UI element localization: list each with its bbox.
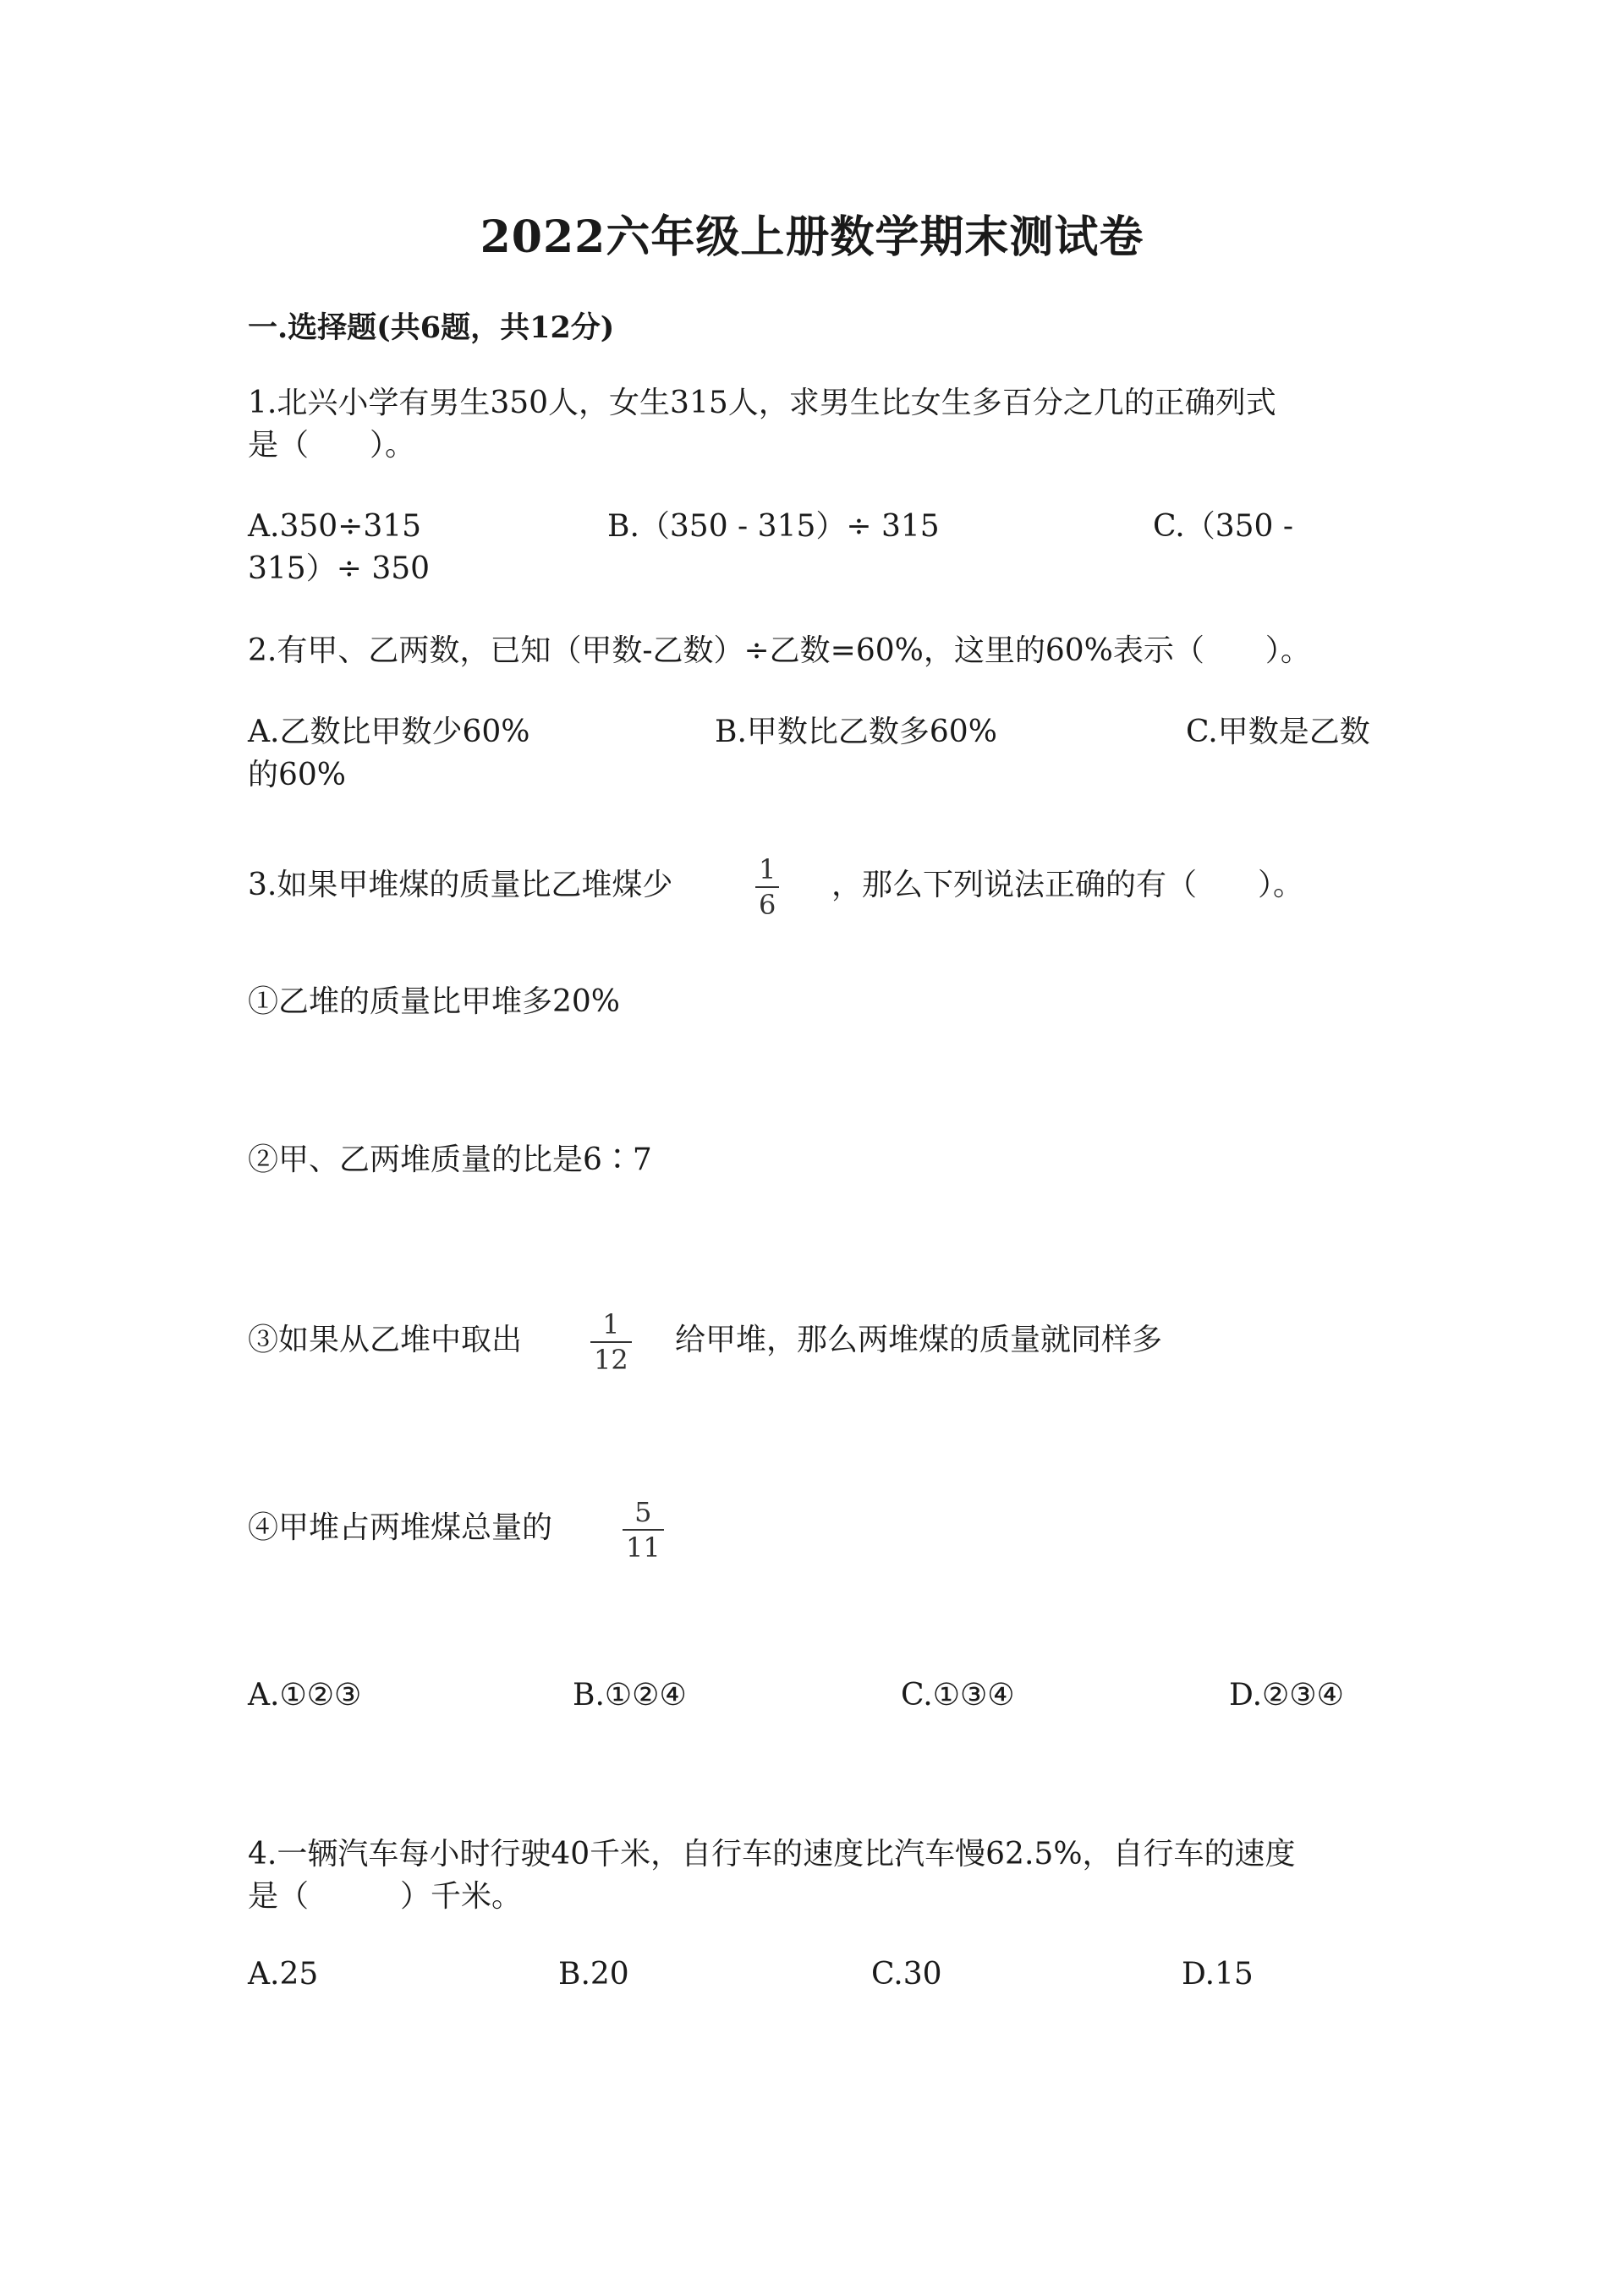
q4-option-d: D.15 <box>1182 1957 1254 1992</box>
q3-stem-suffix: ，那么下列说法正确的有（ ）。 <box>831 868 1304 902</box>
q4-option-a: A.25 <box>248 1957 319 1992</box>
fraction-denominator: 12 <box>594 1344 628 1376</box>
q2-stem: 2.有甲、乙两数，已知（甲数-乙数）÷乙数=60%，这里的60%表示（ ）。 <box>248 633 1311 668</box>
fraction-bar <box>755 886 779 888</box>
q3-statement-1: ①乙堆的质量比甲堆多20% <box>248 984 621 1019</box>
q3-statement-3-prefix: ③如果从乙堆中取出 <box>248 1323 523 1357</box>
q3-statement-4-fraction <box>623 1497 664 1563</box>
q4-option-c: C.30 <box>871 1957 942 1992</box>
q3-fraction <box>755 854 779 920</box>
q3-option-a: A.①②③ <box>248 1678 362 1712</box>
q2-option-a: A.乙数比甲数少60% <box>248 715 530 749</box>
page-title: 2022六年级上册数学期末测试卷 <box>480 211 1144 263</box>
q1-option-a: A.350÷315 <box>248 509 422 544</box>
q2-option-c-cont: 的60% <box>248 758 347 792</box>
fraction-bar <box>590 1341 632 1343</box>
q2-option-b: B.甲数比乙数多60% <box>715 715 997 749</box>
fraction-bar <box>623 1529 664 1531</box>
q3-option-d: D.②③④ <box>1229 1678 1344 1712</box>
q1-stem-line2: 是（ ）。 <box>248 428 416 463</box>
q1-option-c-cont: 315）÷ 350 <box>248 551 431 586</box>
q1-stem-line1: 1.北兴小学有男生350人，女生315人，求男生比女生多百分之几的正确列式 <box>248 386 1276 420</box>
q1-option-c: C.（350 - <box>1153 509 1294 544</box>
q3-statement-3-suffix: 给甲堆，那么两堆煤的质量就同样多 <box>675 1323 1163 1357</box>
q3-statement-2: ②甲、乙两堆质量的比是6∶7 <box>248 1143 652 1177</box>
q3-option-b: B.①②④ <box>573 1678 687 1712</box>
section-heading: 一.选择题(共6题，共12分) <box>248 310 615 345</box>
q4-option-b: B.20 <box>558 1957 629 1992</box>
q1-option-b: B.（350 - 315）÷ 315 <box>607 509 940 544</box>
fraction-numerator: 1 <box>602 1308 620 1340</box>
q4-stem-line2: 是（ ）千米。 <box>248 1879 523 1914</box>
q4-stem-line1: 4.一辆汽车每小时行驶40千米，自行车的速度比汽车慢62.5%，自行车的速度 <box>248 1837 1296 1871</box>
q3-stem-prefix: 3.如果甲堆煤的质量比乙堆煤少 <box>248 868 673 902</box>
fraction-numerator: 1 <box>759 853 776 885</box>
q3-statement-4-prefix: ④甲堆占两堆煤总量的 <box>248 1510 553 1545</box>
fraction-denominator: 11 <box>626 1532 661 1564</box>
q2-option-c: C.甲数是乙数 <box>1186 715 1370 749</box>
fraction-numerator: 5 <box>634 1496 652 1528</box>
q3-option-c: C.①③④ <box>901 1678 1015 1712</box>
q3-statement-3-fraction <box>590 1309 632 1375</box>
fraction-denominator: 6 <box>759 889 776 921</box>
